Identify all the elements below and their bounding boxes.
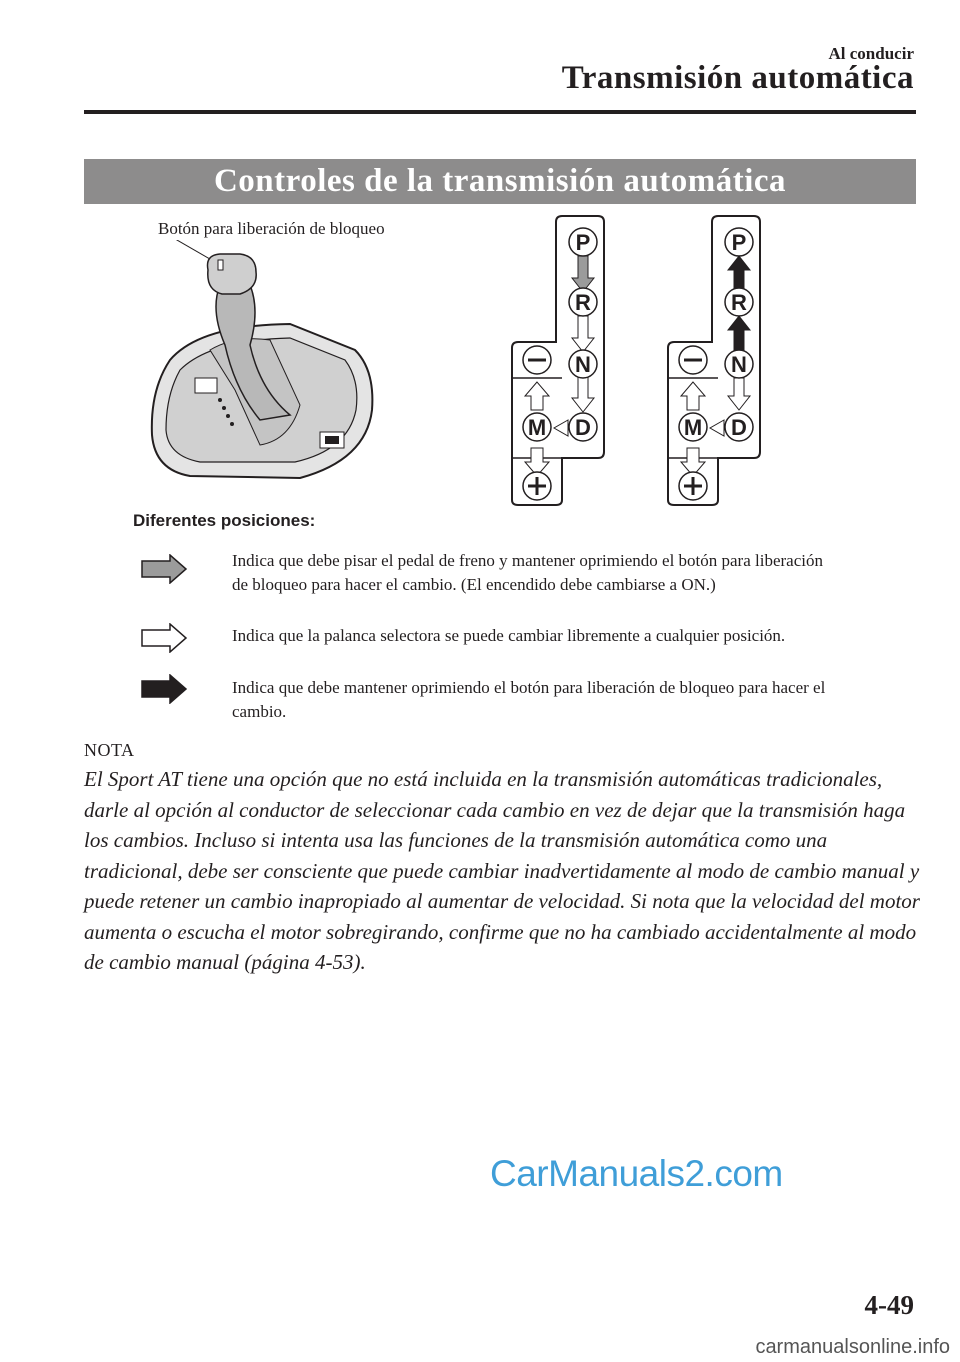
gate-label-d: D [575,415,591,440]
gate-label-n: N [575,352,591,377]
positions-label: Diferentes posiciones: [133,511,316,530]
gate-label-r: R [731,290,747,315]
white-arrow-icon [140,623,188,653]
header-section: Al conducir [828,44,914,63]
gate-diagram-lock-release [510,214,610,506]
header-rule [84,110,916,114]
release-button-callout: Botón para liberación de bloqueo [158,219,385,238]
gray-arrow-icon [140,554,188,584]
black-arrow-icon [140,674,188,704]
gate-label-m: M [683,415,703,440]
footer-site: carmanualsonline.info [755,1336,950,1358]
gate-label-p: P [575,230,591,255]
note-text: El Sport AT tiene una opción que no está incluida en la transmisión automáticas tradicionales, darle al opción al conductor de seleccionar cada cambio en vez de dejar que la transmisión haga los cambios. Incluso si intenta usa las funciones de la transmisión automática como una tradicional, debe ser consciente que puede cambiar inadvertidamente al modo de cambio manual y puede retener un cambio inapropiado al aumentar de velocidad. Si nota que la velocidad del motor aumenta o escucha el motor sobregirando, confirme que no ha cambiado accidentalmente al modo de cambio manual (página 4-53). [84,767,920,974]
legend-text-gray: Indica que debe pisar el pedal de freno y mantener oprimiendo el botón para liberación de bloqueo para hacer el cambio. (El encendido debe cambiarse a ON.) [232,551,823,594]
header-title: Transmisión automática [561,60,914,96]
gate-label-n: N [731,352,747,377]
shifter-illustration [140,240,385,485]
watermark: CarManuals2.com [490,1153,783,1194]
legend-text-black: Indica que debe mantener oprimiendo el botón para liberación de bloqueo para hacer el cambio. [232,678,826,721]
gate-label-p: P [731,230,747,255]
note-label: NOTA [84,740,135,760]
page-number: 4-49 [864,1290,914,1320]
gate-label-d: D [731,415,747,440]
legend-text-white: Indica que la palanca selectora se puede cambiar libremente a cualquier posición. [232,626,786,645]
gate-diagram-hold-button [666,214,766,506]
section-banner: Controles de la transmisión automática [84,159,916,204]
gate-label-m: M [527,415,547,440]
gate-label-r: R [575,290,591,315]
